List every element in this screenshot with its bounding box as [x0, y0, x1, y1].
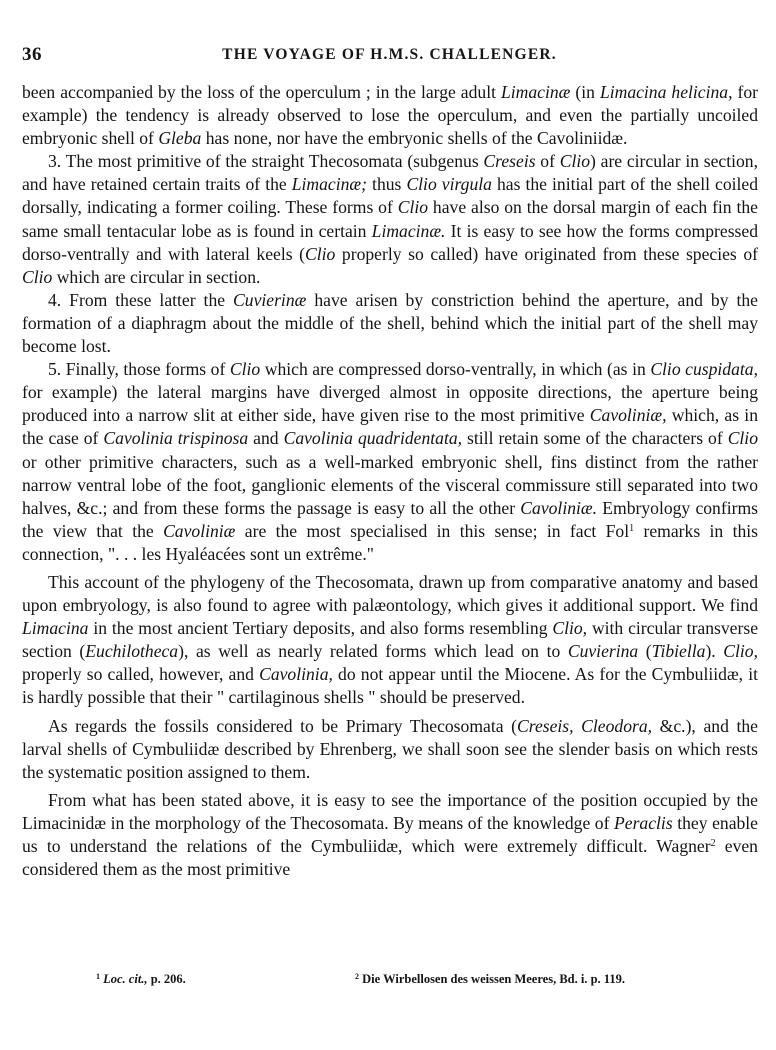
page-header: [22, 44, 757, 68]
running-title: THE VOYAGE OF H.M.S. CHALLENGER.: [222, 46, 557, 63]
paragraph-point-5: 5. Finally, those forms of Clio which are compressed dorso-ventrally, in which (as in Clio cuspidata, for example) the lateral margins have diverged almost in opposite directions, the aperture being produced into a narrow slit at either side, have given rise to the most primitive Cavoliniæ, which, as in the case of Cavolinia trispinosa and Cavolinia quadridentata, still retain some of the characters of Clio or other primitive characters, such as a well-marked embryonic shell, fins distinct from the rather narrow ventral lobe of the foot, ganglionic elements of the visceral commissure still separated into two halves, &c.; and from these forms the passage is easy to all the other Cavoliniæ. Embryology confirms the view that the Cavoliniæ are the most specialised in this sense; in fact Fol$^1$ remarks in this connection, ". . . les Hyaléacées sont un extrême.": [22, 359, 759, 564]
paragraph-phylogeny: This account of the phylogeny of the Thecosomata, drawn up from comparative anatomy and based upon embryology, is also found to agree with palæontology, which gives it additional support. We find Limacina in the most ancient Tertiary deposits, and also forms resembling Clio, with circular transverse section (Euchilotheca), as well as nearly related forms which lead on to Cuvierina (Tibiella). Clio, properly so called, however, and Cavolinia, do not appear until the Miocene. As for the Cymbuliidæ, it is hardly possible that their " cartilaginous shells " should be preserved.: [22, 571, 759, 708]
body-text: [22, 81, 758, 881]
paragraph-point-3: 3. The most primitive of the straight Thecosomata (subgenus Creseis of Clio) are circular in section, and have retained certain traits of the Limacinæ; thus Clio virgula has the initial part of the shell coiled dorsally, indicating a former coiling. These forms of Clio have also on the dorsal margin of each fin the same small tentacular lobe as is found in certain Limacinæ. It is easy to see how the forms compressed dorso-ventrally and with lateral keels (Clio properly so called) have originated from these species of Clio which are circular in section.: [22, 151, 759, 287]
paragraph-fossils: As regards the fossils considered to be Primary Thecosomata (Creseis, Cleodora, &c.), and the larval shells of Cymbuliidæ described by Ehrenberg, we shall soon see the slender basis on which rests the systematic position assigned to them.: [22, 715, 758, 782]
paragraph-point-4: 4. From these latter the Cuvierinæ have arisen by constriction behind the aperture, and by the formation of a diaphragm about the middle of the shell, behind which the initial part of the shell may become lost.: [22, 289, 758, 357]
paragraph-continuation: been accompanied by the loss of the operculum ; in the large adult Limacinæ (in Limacina helicina, for example) the tendency is already observed to lose the operculum, and even the partially uncoiled embryonic shell of Gleba has none, nor have the embryonic shells of the Cavoliniidæ.: [22, 82, 759, 149]
paragraph-limacinidae: From what has been stated above, it is easy to see the importance of the position occupied by the Limacinidæ in the morphology of the Thecosomata. By means of the knowledge of Peraclis they enable us to understand the relations of the Cymbuliidæ, which were extremely difficult. Wagner$^2$ even considered them as the most primitive: [22, 789, 758, 880]
footnote-2: $^2$ Die Wirbellosen des weissen Meeres, Bd. i. p. 119.: [355, 972, 625, 986]
footnotes: [0, 972, 776, 994]
footnote-ref-2: 2: [710, 838, 716, 849]
footnote-ref-1: 1: [629, 522, 635, 534]
footnote-1: $^1$ Loc. cit., p. 206.: [96, 972, 186, 986]
page-number: 36: [22, 44, 42, 65]
